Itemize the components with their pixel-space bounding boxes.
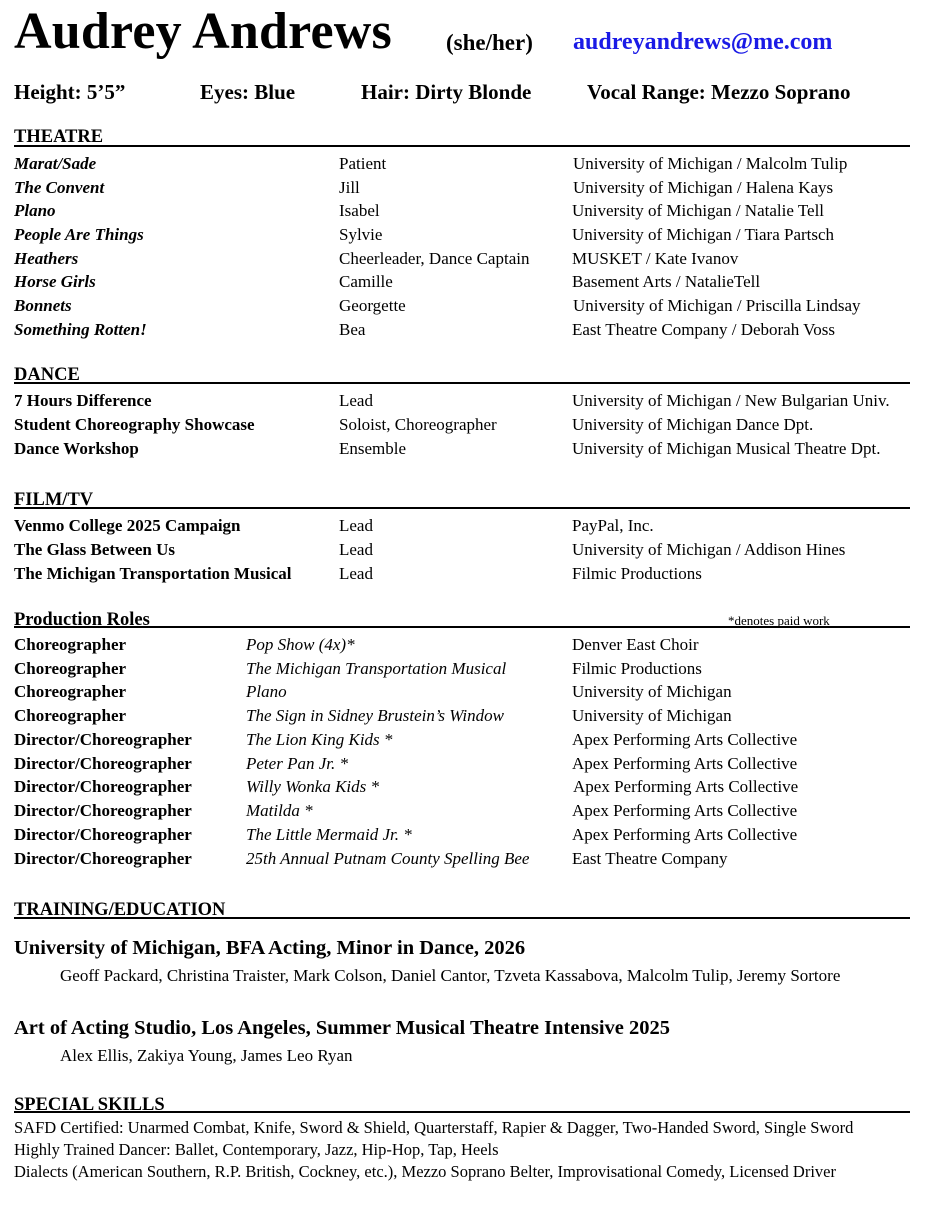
production-venue: Apex Performing Arts Collective (573, 777, 799, 796)
credit-title: 7 Hours Difference (14, 391, 152, 410)
credit-row (14, 563, 914, 587)
credit-title: Heathers (14, 249, 79, 268)
credit-row (14, 177, 914, 201)
production-venue: Filmic Productions (572, 659, 702, 678)
credit-role: Lead (339, 516, 373, 535)
resume-name: Audrey Andrews (14, 3, 392, 60)
credit-title: Student Choreography Showcase (14, 415, 255, 434)
credit-venue: University of Michigan Musical Theatre Dpt. (572, 439, 881, 458)
credit-title: The Michigan Transportation Musical (14, 564, 292, 583)
credit-row (14, 271, 914, 295)
credit-title: The Glass Between Us (14, 540, 176, 559)
credit-title: Plano (14, 201, 56, 220)
production-row (14, 824, 914, 848)
education-entry-title: University of Michigan, BFA Acting, Minor in Dance, 2026 (14, 937, 526, 959)
credit-role: Jill (339, 178, 360, 197)
production-role: Director/Choreographer (14, 849, 192, 868)
production-row (14, 681, 914, 705)
production-role: Director/Choreographer (14, 754, 192, 773)
credit-title: Venmo College 2025 Campaign (14, 516, 241, 535)
production-row (14, 848, 914, 872)
credit-row (14, 153, 914, 177)
height-stat: Height: 5’5” (14, 80, 126, 104)
credit-role: Cheerleader, Dance Captain (339, 249, 530, 268)
education-divider (14, 917, 910, 919)
credit-role: Soloist, Choreographer (339, 415, 497, 434)
credit-role: Bea (339, 320, 366, 339)
credit-role: Georgette (339, 296, 406, 315)
education-entry-teachers: Alex Ellis, Zakiya Young, James Leo Ryan (60, 1046, 353, 1065)
credit-row (14, 414, 914, 438)
education-entry-teachers: Geoff Packard, Christina Traister, Mark Colson, Daniel Cantor, Tzveta Kassabova, Malcolm Tulip, Jeremy Sortore (60, 966, 841, 985)
skill-line: SAFD Certified: Unarmed Combat, Knife, Sword & Shield, Quarterstaff, Rapier & Dagger, Two-Handed Sword, Single Sword (14, 1118, 854, 1137)
credit-venue: University of Michigan / Priscilla Lindsay (573, 296, 861, 315)
credit-row (14, 248, 914, 272)
credit-venue: University of Michigan / New Bulgarian Univ. (572, 391, 890, 410)
production-row (14, 753, 914, 777)
dance-heading: DANCE (14, 365, 80, 385)
production-venue: Apex Performing Arts Collective (572, 801, 798, 820)
skill-line: Highly Trained Dancer: Ballet, Contemporary, Jazz, Hip-Hop, Tap, Heels (14, 1140, 499, 1159)
credit-title: The Convent (14, 178, 105, 197)
theatre-heading: THEATRE (14, 127, 104, 147)
production-show: Plano (246, 682, 287, 701)
production-venue: Apex Performing Arts Collective (572, 730, 798, 749)
credit-row (14, 319, 914, 343)
credit-role: Sylvie (339, 225, 383, 244)
production-row (14, 729, 914, 753)
production-role: Director/Choreographer (14, 777, 192, 796)
production-venue: East Theatre Company (572, 849, 728, 868)
production-heading: Production Roles (14, 610, 150, 630)
dance-divider (14, 382, 910, 384)
production-venue: Apex Performing Arts Collective (572, 825, 798, 844)
production-show: Willy Wonka Kids * (246, 777, 380, 796)
credit-role: Lead (339, 391, 373, 410)
production-show: The Sign in Sidney Brustein’s Window (246, 706, 504, 725)
film-tv-heading: FILM/TV (14, 490, 94, 510)
film-tv-divider (14, 507, 910, 509)
credit-venue: University of Michigan / Tiara Partsch (572, 225, 835, 244)
credit-title: Marat/Sade (14, 154, 97, 173)
credit-role: Lead (339, 564, 373, 583)
paid-work-note: *denotes paid work (728, 613, 830, 628)
production-role: Choreographer (14, 706, 127, 725)
credit-title: Horse Girls (14, 272, 96, 291)
production-show: 25th Annual Putnam County Spelling Bee (246, 849, 530, 868)
education-entry-title: Art of Acting Studio, Los Angeles, Summer Musical Theatre Intensive 2025 (14, 1017, 671, 1039)
skill-line: Dialects (American Southern, R.P. British, Cockney, etc.), Mezzo Soprano Belter, Improvisational Comedy, Licensed Driver (14, 1162, 836, 1181)
production-role: Director/Choreographer (14, 825, 192, 844)
production-row (14, 776, 914, 800)
production-role: Director/Choreographer (14, 730, 192, 749)
production-venue: University of Michigan (572, 682, 732, 701)
vocal-range-stat: Vocal Range: Mezzo Soprano (587, 80, 851, 104)
eyes-stat: Eyes: Blue (200, 80, 296, 104)
credit-row (14, 438, 914, 462)
credit-role: Patient (339, 154, 387, 173)
credit-venue: University of Michigan / Addison Hines (572, 540, 846, 559)
skills-heading: SPECIAL SKILLS (14, 1095, 165, 1115)
credit-row (14, 295, 914, 319)
production-show: The Michigan Transportation Musical (246, 659, 507, 678)
credit-row (14, 224, 914, 248)
credit-title: People Are Things (14, 225, 144, 244)
credit-venue: University of Michigan / Natalie Tell (572, 201, 825, 220)
credit-venue: PayPal, Inc. (572, 516, 654, 535)
credit-role: Camille (339, 272, 393, 291)
email-link[interactable]: audreyandrews@me.com (573, 29, 833, 55)
production-venue: University of Michigan (572, 706, 732, 725)
credit-role: Lead (339, 540, 373, 559)
credit-venue: MUSKET / Kate Ivanov (572, 249, 739, 268)
production-show: Pop Show (4x)* (246, 635, 355, 654)
pronouns: (she/her) (446, 30, 533, 55)
production-show: The Lion King Kids * (246, 730, 393, 749)
skills-divider (14, 1111, 910, 1113)
credit-venue: East Theatre Company / Deborah Voss (572, 320, 835, 339)
theatre-divider (14, 145, 910, 147)
credit-row (14, 515, 914, 539)
credit-venue: University of Michigan Dance Dpt. (572, 415, 814, 434)
hair-stat: Hair: Dirty Blonde (361, 80, 532, 104)
production-divider (14, 626, 910, 628)
production-row (14, 705, 914, 729)
credit-row (14, 390, 914, 414)
production-role: Choreographer (14, 659, 127, 678)
credit-role: Ensemble (339, 439, 407, 458)
production-role: Choreographer (14, 682, 127, 701)
education-heading: TRAINING/EDUCATION (14, 900, 226, 920)
credit-venue: University of Michigan / Halena Kays (573, 178, 834, 197)
credit-title: Bonnets (14, 296, 72, 315)
production-row (14, 800, 914, 824)
credit-row (14, 539, 914, 563)
credit-venue: University of Michigan / Malcolm Tulip (573, 154, 848, 173)
credit-title: Dance Workshop (14, 439, 139, 458)
production-row (14, 634, 914, 658)
production-role: Choreographer (14, 635, 127, 654)
production-venue: Apex Performing Arts Collective (572, 754, 798, 773)
production-show: Peter Pan Jr. * (246, 754, 348, 773)
credit-role: Isabel (339, 201, 380, 220)
credit-title: Something Rotten! (14, 320, 147, 339)
production-show: Matilda * (246, 801, 313, 820)
credit-row (14, 200, 914, 224)
production-role: Director/Choreographer (14, 801, 192, 820)
production-row (14, 658, 914, 682)
credit-venue: Filmic Productions (572, 564, 702, 583)
production-show: The Little Mermaid Jr. * (246, 825, 412, 844)
credit-venue: Basement Arts / NatalieTell (572, 272, 761, 291)
production-venue: Denver East Choir (572, 635, 699, 654)
